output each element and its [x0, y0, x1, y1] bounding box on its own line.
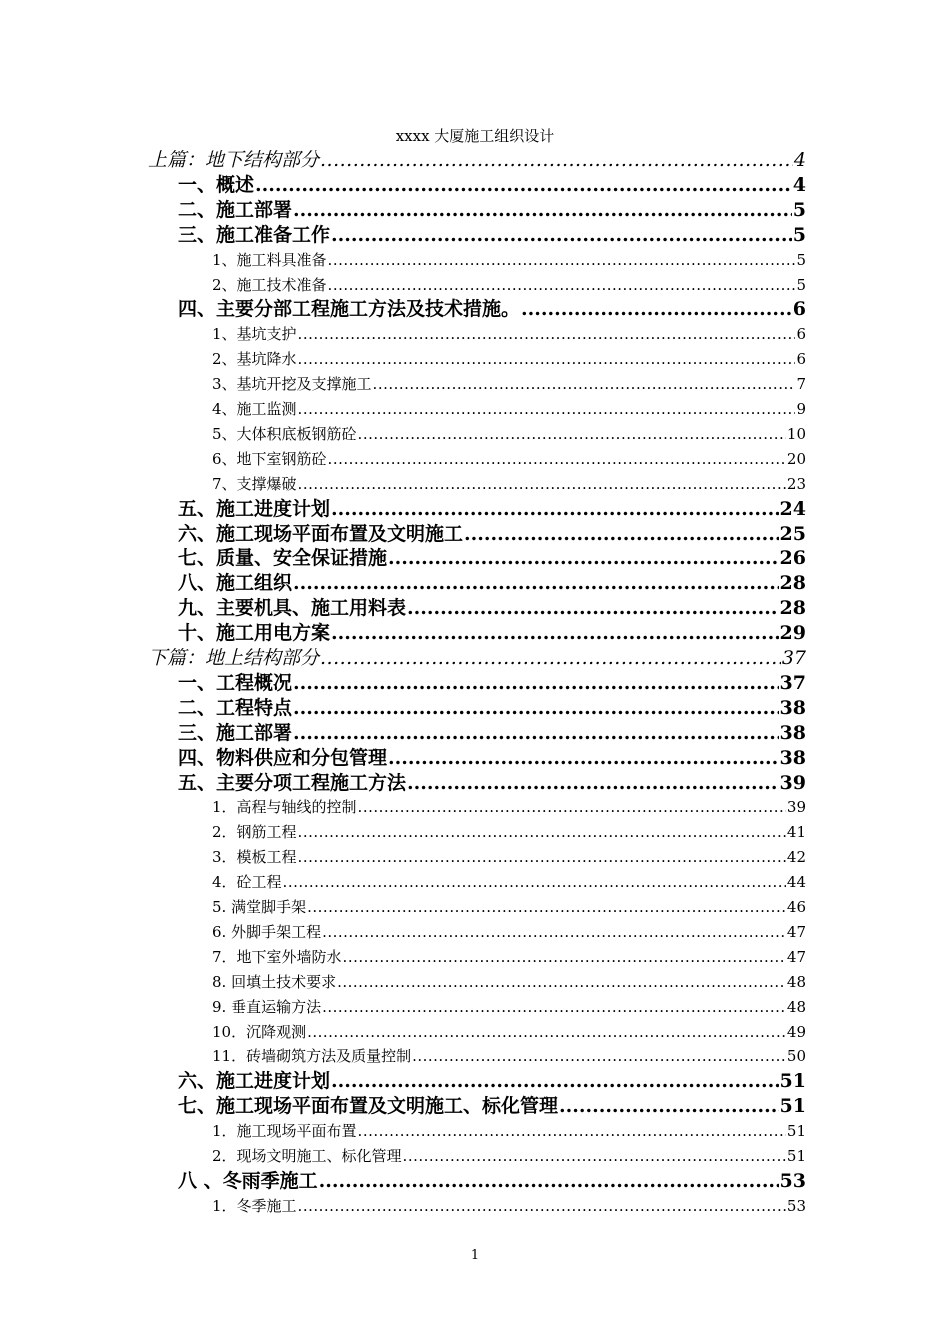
toc-leader-dots — [298, 820, 786, 845]
toc-entry-page: 5 — [796, 275, 806, 294]
toc-leader-dots — [328, 248, 796, 273]
toc-entry-title: 二、施工部署 — [178, 198, 293, 221]
toc-entry-page: 47 — [786, 922, 806, 941]
toc-entry-title: 7．地下室外墙防水 — [212, 947, 342, 966]
toc-entry-page: 4 — [793, 149, 806, 171]
toc-entry-page: 51 — [786, 1147, 806, 1165]
toc-entry-page: 44 — [786, 873, 806, 892]
toc-entry-title: 1．施工现场平面布置 — [212, 1122, 357, 1141]
toc-entry-page: 5 — [796, 250, 806, 269]
toc-entry[interactable] — [212, 347, 806, 372]
toc-entry-title: 2、施工技术准备 — [212, 275, 327, 294]
toc-entry-title: 十、施工用电方案 — [178, 622, 331, 645]
toc-entry[interactable] — [178, 1094, 806, 1119]
toc-leader-dots — [358, 1119, 786, 1144]
toc-entry-title: 5. 满堂脚手架 — [212, 898, 307, 916]
toc-entry-page: 26 — [779, 547, 806, 570]
toc-entry[interactable] — [212, 422, 806, 447]
toc-entry-page: 46 — [786, 898, 806, 916]
toc-leader-dots — [322, 920, 786, 945]
toc-leader-dots — [293, 696, 779, 721]
toc-leader-dots — [412, 1044, 786, 1069]
toc-entry[interactable] — [212, 397, 806, 422]
toc-entry-page: 38 — [779, 746, 806, 769]
toc-leader-dots — [255, 173, 792, 198]
toc-entry-page: 28 — [779, 597, 806, 620]
toc-entry-page: 25 — [779, 522, 806, 545]
toc-entry[interactable] — [178, 522, 806, 547]
toc-entry[interactable] — [178, 696, 806, 721]
toc-entry[interactable] — [178, 771, 806, 796]
toc-entry-title: 6. 外脚手架工程 — [212, 922, 322, 941]
toc-entry-title: 1、基坑支护 — [212, 325, 297, 344]
toc-entry[interactable] — [212, 1044, 806, 1069]
toc-leader-dots — [388, 746, 779, 771]
page-header-title: xxxx 大厦施工组织设计 — [395, 127, 555, 145]
toc-entry-title: 1．高程与轴线的控制 — [212, 798, 357, 817]
toc-leader-dots — [293, 671, 779, 696]
toc-entry-page: 28 — [779, 572, 806, 595]
toc-entry-title: 5、大体积底板钢筋砼 — [212, 424, 357, 443]
toc-entry-page: 23 — [786, 474, 806, 493]
toc-entry[interactable] — [178, 546, 806, 571]
toc-entry[interactable] — [212, 945, 806, 970]
toc-entry-page: 48 — [786, 972, 806, 991]
toc-entry[interactable] — [212, 472, 806, 497]
toc-entry-title: 四、物料供应和分包管理 — [178, 746, 388, 769]
toc-entry-page: 7 — [796, 375, 806, 394]
toc-leader-dots — [298, 397, 796, 422]
toc-entry-title: 3、基坑开挖及支撑施工 — [212, 375, 372, 394]
toc-entry-title: 2．钢筋工程 — [212, 823, 297, 842]
toc-entry-title: 八 、冬雨季施工 — [178, 1169, 318, 1192]
toc-leader-dots — [331, 497, 779, 522]
toc-entry-page: 42 — [786, 848, 806, 867]
toc-entry[interactable] — [212, 1194, 806, 1219]
toc-entry-title: 四、主要分部工程施工方法及技术措施。 — [178, 298, 521, 321]
toc-entry-page: 38 — [779, 696, 806, 719]
toc-leader-dots — [373, 372, 796, 397]
toc-entry-title: 10．沉降观测 — [212, 1022, 307, 1041]
toc-entry-page: 6 — [796, 325, 806, 344]
toc-entry-page: 51 — [779, 1070, 806, 1093]
toc-entry-page: 47 — [786, 947, 806, 966]
toc-leader-dots — [343, 945, 786, 970]
toc-entry-page: 10 — [786, 424, 806, 443]
toc-entry[interactable] — [212, 322, 806, 347]
toc-entry[interactable] — [178, 198, 806, 223]
toc-entry[interactable] — [178, 1069, 806, 1094]
toc-entry-title: 五、主要分项工程施工方法 — [178, 771, 407, 794]
toc-leader-dots — [319, 1169, 779, 1194]
toc-leader-dots — [320, 646, 781, 671]
toc-leader-dots — [358, 795, 786, 820]
toc-entry-title: 9. 垂直运输方法 — [212, 997, 322, 1016]
toc-entry-title: 五、施工进度计划 — [178, 497, 331, 520]
toc-leader-dots — [307, 1020, 786, 1045]
toc-leader-dots — [293, 721, 779, 746]
toc-entry[interactable] — [178, 223, 806, 248]
toc-entry[interactable] — [212, 845, 806, 870]
toc-leader-dots — [464, 522, 779, 547]
toc-entry[interactable] — [178, 621, 806, 646]
toc-entry[interactable] — [212, 920, 806, 945]
toc-entry-title: 八、施工组织 — [178, 572, 293, 595]
toc-entry-title: 六、施工现场平面布置及文明施工 — [178, 522, 464, 545]
toc-entry[interactable] — [212, 273, 806, 298]
toc-entry[interactable] — [212, 995, 806, 1020]
toc-entry[interactable] — [212, 1144, 806, 1169]
toc-entry-title: 11．砖墙砌筑方法及质量控制 — [212, 1047, 412, 1066]
toc-entry-title: 4．砼工程 — [212, 873, 282, 892]
toc-leader-dots — [388, 546, 779, 571]
toc-entry-title: 6、地下室钢筋砼 — [212, 449, 327, 468]
toc-leader-dots — [403, 1144, 786, 1169]
toc-entry[interactable] — [212, 970, 806, 995]
toc-entry-title: 七、质量、安全保证措施 — [178, 547, 388, 570]
toc-entry-page: 24 — [779, 497, 806, 520]
toc-entry-page: 6 — [796, 350, 806, 369]
toc-entry[interactable] — [178, 671, 806, 696]
toc-entry-page: 53 — [786, 1196, 806, 1215]
toc-entry-title: 九、主要机具、施工用料表 — [178, 597, 407, 620]
toc-entry-page: 38 — [779, 721, 806, 744]
toc-entry-title: 8. 回填土技术要求 — [212, 972, 337, 991]
toc-entry-page: 48 — [786, 997, 806, 1016]
toc-leader-dots — [322, 995, 786, 1020]
toc-entry[interactable] — [212, 372, 806, 397]
toc-entry-page: 49 — [786, 1022, 806, 1041]
toc-entry[interactable] — [212, 447, 806, 472]
toc-leader-dots — [298, 322, 796, 347]
toc-leader-dots — [298, 1194, 786, 1219]
toc-entry-page: 37 — [779, 671, 806, 694]
toc-entry[interactable] — [178, 173, 806, 198]
toc-entry-title: 2．现场文明施工、标化管理 — [212, 1147, 402, 1165]
toc-entry-title: 三、施工准备工作 — [178, 223, 331, 246]
toc-entry[interactable] — [178, 596, 806, 621]
toc-entry-page: 51 — [779, 1095, 806, 1118]
toc-entry-title: 下篇：地上结构部分 — [148, 647, 320, 669]
toc-leader-dots — [293, 198, 792, 223]
toc-leader-dots — [298, 472, 786, 497]
toc-entry-page: 20 — [786, 449, 806, 468]
toc-entry[interactable] — [178, 497, 806, 522]
toc-leader-dots — [331, 1069, 779, 1094]
toc-entry-page: 5 — [792, 198, 806, 221]
toc-entry[interactable] — [212, 820, 806, 845]
toc-entry-title: 二、工程特点 — [178, 696, 293, 719]
toc-entry[interactable] — [178, 746, 806, 771]
toc-entry-page: 53 — [779, 1169, 806, 1192]
toc-leader-dots — [331, 223, 792, 248]
toc-entry-title: 三、施工部署 — [178, 721, 293, 744]
toc-entry-page: 6 — [792, 298, 806, 321]
toc-entry[interactable] — [148, 646, 806, 671]
toc-entry-title: 六、施工进度计划 — [178, 1070, 331, 1093]
toc-entry-page: 9 — [796, 400, 806, 418]
toc-entry-page: 39 — [779, 771, 806, 794]
toc-entry-page: 50 — [786, 1047, 806, 1066]
toc-entry-title: 1、施工料具准备 — [212, 250, 327, 269]
toc-leader-dots — [559, 1094, 779, 1119]
toc-leader-dots — [328, 447, 786, 472]
toc-leader-dots — [298, 845, 786, 870]
toc-leader-dots — [407, 596, 779, 621]
toc-entry-page: 41 — [786, 823, 806, 842]
toc-entry-page: 39 — [786, 798, 806, 817]
page-number: 1 — [470, 1248, 480, 1263]
toc-entry-title: 1．冬季施工 — [212, 1196, 297, 1215]
toc-entry[interactable] — [212, 1119, 806, 1144]
toc-entry[interactable] — [212, 870, 806, 895]
toc-entry-title: 3．模板工程 — [212, 848, 297, 867]
toc-entry[interactable] — [178, 1169, 806, 1194]
toc-leader-dots — [320, 148, 793, 173]
toc-entry-title: 4、施工监测 — [212, 400, 297, 418]
toc-entry[interactable] — [212, 1020, 806, 1045]
toc-entry-title: 7、支撑爆破 — [212, 474, 297, 493]
toc-leader-dots — [328, 273, 796, 298]
toc-leader-dots — [307, 895, 786, 920]
toc-entry[interactable] — [178, 297, 806, 322]
toc-entry-page: 5 — [792, 223, 806, 246]
toc-entry-page: 4 — [792, 173, 806, 196]
toc-entry[interactable] — [148, 148, 806, 173]
toc-entry[interactable] — [178, 571, 806, 596]
toc-leader-dots — [298, 347, 796, 372]
toc-entry[interactable] — [212, 795, 806, 820]
toc-leader-dots — [293, 571, 779, 596]
toc-leader-dots — [337, 970, 786, 995]
toc-leader-dots — [283, 870, 786, 895]
toc-leader-dots — [521, 297, 792, 322]
toc-entry-title: 七、施工现场平面布置及文明施工、标化管理 — [178, 1095, 559, 1118]
toc-leader-dots — [358, 422, 786, 447]
toc-entry-title: 一、概述 — [178, 173, 255, 196]
toc-entry[interactable] — [212, 248, 806, 273]
toc-entry-title: 上篇：地下结构部分 — [148, 149, 320, 171]
toc-entry-title: 2、基坑降水 — [212, 350, 297, 369]
toc-entry-title: 一、工程概况 — [178, 671, 293, 694]
toc-leader-dots — [331, 621, 779, 646]
toc-entry-page: 51 — [786, 1122, 806, 1141]
toc-entry-page: 37 — [781, 647, 806, 669]
toc-entry[interactable] — [178, 721, 806, 746]
toc-leader-dots — [407, 771, 779, 796]
toc-entry-page: 29 — [779, 622, 806, 645]
toc-entry[interactable] — [212, 895, 806, 920]
